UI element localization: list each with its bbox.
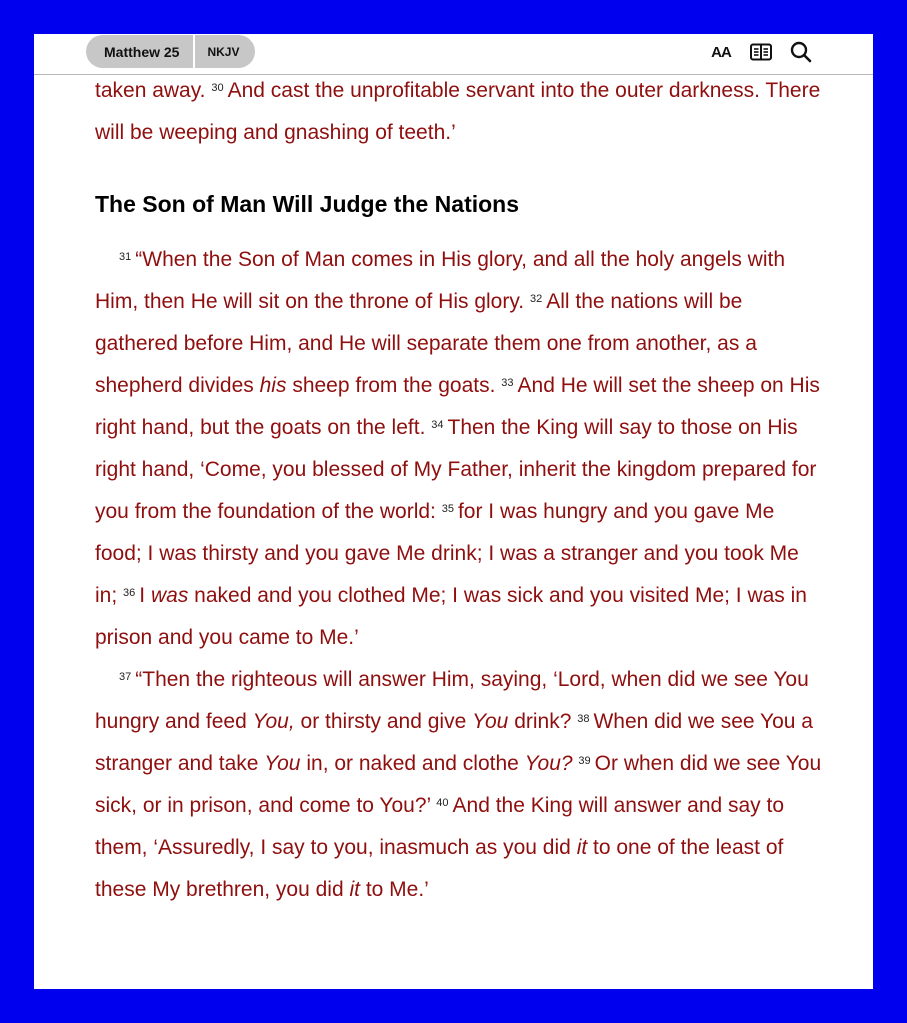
verse-text: or thirsty and give [300, 710, 467, 733]
verse-text: And the King will answer and say to them, ‘Assuredly, I say to you, inasmuch as you did [95, 794, 785, 859]
verse-number[interactable]: 37 [119, 671, 132, 683]
font-size-label: AA [711, 43, 731, 61]
verse-number[interactable]: 32 [529, 293, 543, 305]
paragraph-v37 [95, 659, 825, 911]
verse-text: “When the Son of Man comes in His glory, and all the holy angels with Him, then He will sit on the throne of His glory. [95, 248, 786, 313]
paragraph-v30 [95, 70, 825, 154]
verse-text: for I was hungry and you gave Me food; I was thirsty and you gave Me drink; I was a stranger and you took Me in; [95, 500, 799, 607]
italic-word: You, [252, 710, 295, 733]
verse-text: sheep from the goats. [292, 374, 496, 397]
passage-selector [86, 35, 255, 68]
scripture-text [95, 70, 825, 911]
verse-number[interactable]: 30 [211, 82, 224, 94]
italic-word: it [349, 878, 360, 901]
top-toolbar [34, 34, 873, 75]
italic-word: his [259, 374, 287, 397]
verse-text: taken away. [95, 79, 206, 102]
verse-text: to Me.’ [365, 878, 429, 901]
font-size-icon[interactable] [709, 40, 733, 64]
verse-text: And cast the unprofitable servant into the outer darkness. There will be weeping and gnashing of teeth.’ [95, 79, 821, 144]
verse-text: I [139, 584, 146, 607]
verse-number[interactable]: 31 [119, 251, 132, 263]
verse-number[interactable]: 40 [436, 797, 449, 809]
italic-word: it [576, 836, 588, 859]
verse-text: When did we see You a stranger and take [95, 710, 813, 775]
verse-number[interactable]: 35 [441, 503, 454, 515]
verse-text: All the nations will be gathered before Him, and He will separate them one from another, as a shepherd divides [95, 290, 757, 397]
section-heading: The Son of Man Will Judge the Nations [95, 191, 520, 217]
verse-text: to one of the least of these My brethren, you did [95, 836, 784, 901]
verse-text: drink? [514, 710, 572, 733]
book-chapter-button[interactable]: Matthew 25 [104, 43, 180, 60]
verse-text: in, or naked and clothe [306, 752, 519, 775]
search-icon[interactable] [789, 40, 813, 64]
verse-number[interactable]: 39 [578, 755, 591, 767]
book-icon-svg [750, 43, 772, 61]
verse-text: And He will set the sheep on His right hand, but the goats on the left. [95, 374, 820, 439]
verse-number[interactable]: 36 [123, 587, 136, 599]
verse-number[interactable]: 34 [431, 419, 444, 431]
verse-text: Then the King will say to those on His right hand, ‘Come, you blessed of My Father, inherit the kingdom prepared for you from the foundation of the world: [95, 416, 817, 523]
reader-screen [34, 34, 873, 989]
italic-word: You [264, 752, 301, 775]
italic-word: You? [524, 752, 573, 775]
verse-number[interactable]: 38 [577, 713, 590, 725]
italic-word: You [472, 710, 509, 733]
verse-text: Or when did we see You sick, or in prison, and come to You?’ [95, 752, 822, 817]
paragraph-v31 [95, 239, 825, 659]
verse-text: naked and you clothed Me; I was sick and you visited Me; I was in prison and you came to Me.’ [95, 584, 807, 649]
toolbar-actions [709, 40, 813, 64]
verse-number[interactable]: 33 [501, 377, 514, 389]
version-button[interactable]: NKJV [207, 44, 240, 59]
verse-text: “Then the righteous will answer Him, saying, ‘Lord, when did we see You hungry and feed [95, 668, 809, 733]
italic-word: was [150, 584, 189, 607]
search-icon-svg [790, 41, 812, 63]
reader-view-icon[interactable] [749, 40, 773, 64]
